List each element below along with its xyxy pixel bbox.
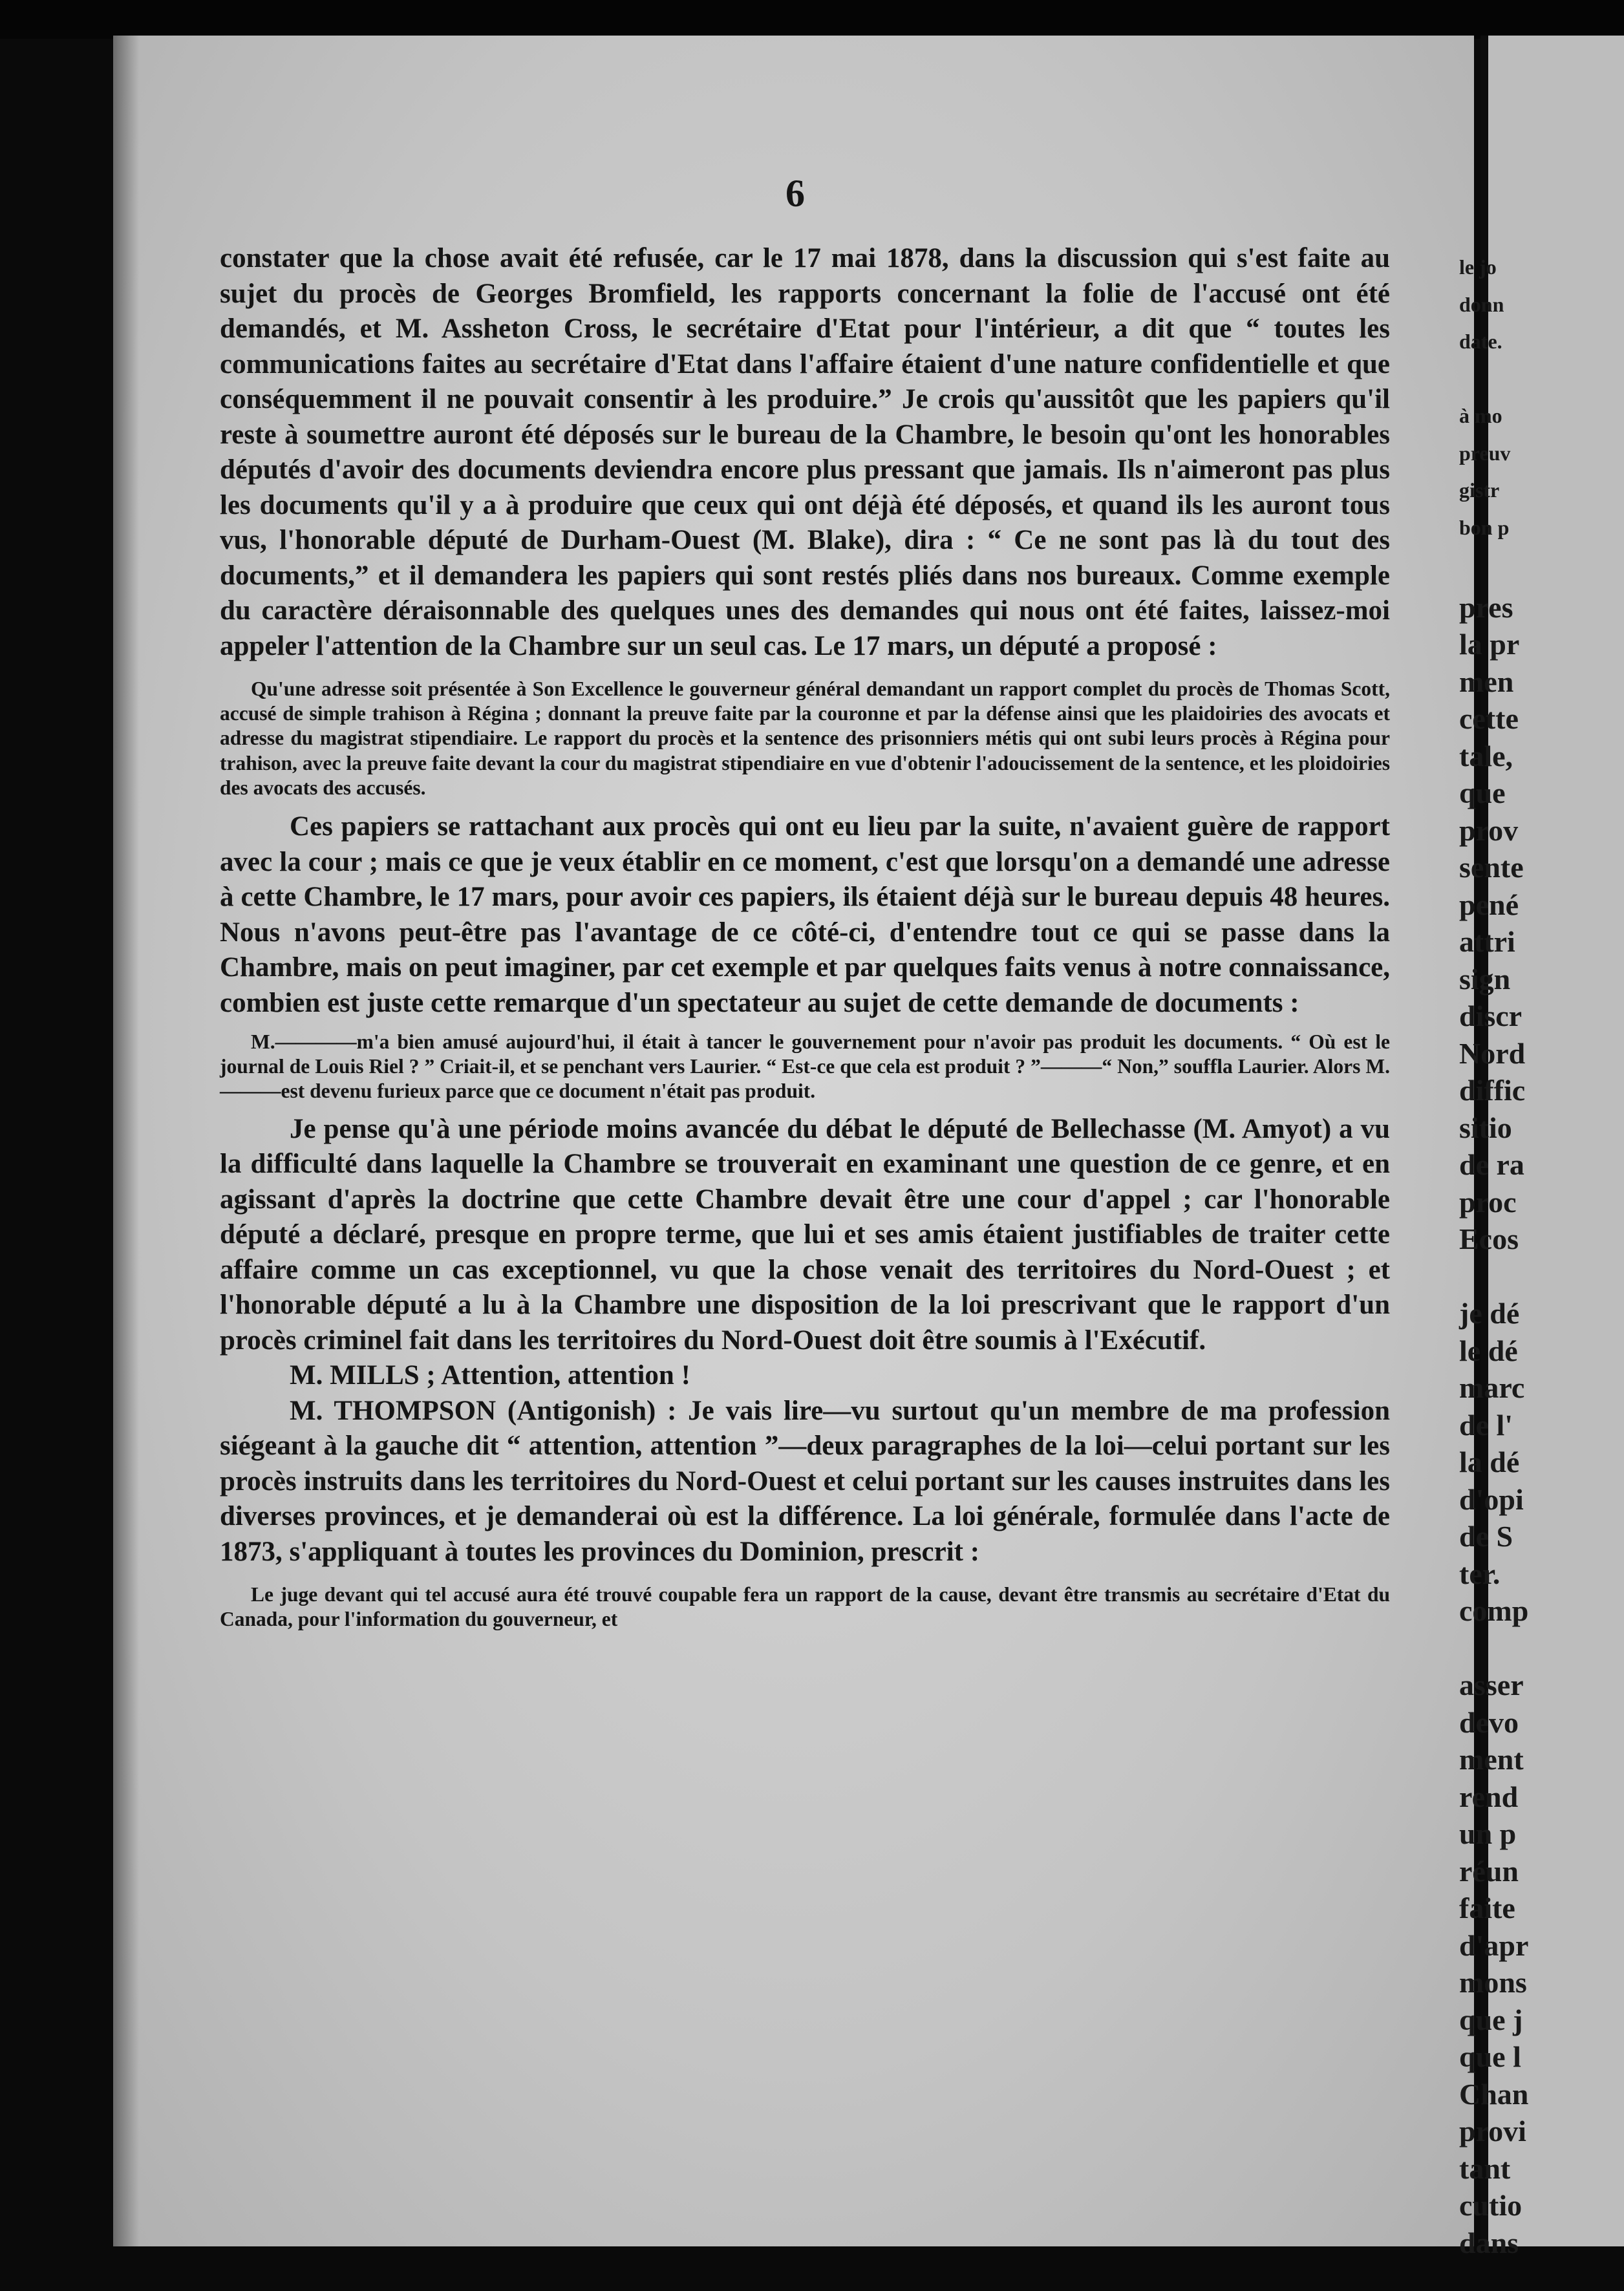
right-page-fragment: que l (1459, 2040, 1521, 2073)
right-page-fragment: proc (1459, 1185, 1517, 1219)
right-page-fragment: dans (1459, 2226, 1519, 2259)
right-page-fragment: marc (1459, 1371, 1525, 1404)
quoted-law: Le juge devant qui tel accusé aura été trouvé coupable fera un rapport de la cause, devant être transmis au secrétaire d'Etat du Canada, pour l'information du gouverneur, et (220, 1583, 1390, 1631)
right-page-fragment: sitio (1459, 1111, 1512, 1144)
right-page-fragment: gistr (1459, 478, 1500, 502)
right-page-fragment: de ra (1459, 1148, 1524, 1181)
right-page-fragment: ter. (1459, 1557, 1501, 1590)
right-page-fragment: la pr (1459, 628, 1520, 661)
right-page-fragment: cette (1459, 702, 1519, 735)
right-page-fragment: que (1459, 776, 1506, 809)
paragraph-2: Ces papiers se rattachant aux procès qui ont eu lieu par la suite, n'avaient guère de rapport avec la cour ; mais ce que je veux établir en ce moment, c'est que lorsqu'on a demandé une adresse à cette Chambre, le 17 mars, pour avoir ces papiers, ils étaient déjà sur le bureau depuis 48 heures. Nous n'avons peut-être pas l'avantage de ce côté-ci, d'entendre tout ce qui se passe dans la Chambre, mais on peut imaginer, par cet exemple et par quelques faits venus à notre connaissance, combien est juste cette remarque d'un spectateur au sujet de cette demande de documents : (220, 811, 1390, 1018)
right-page-fragment: provi (1459, 2115, 1526, 2147)
speech-thompson: M. THOMPSON (Antigonish) : Je vais lire—vu surtout qu'un membre de ma profession siégeant à la gauche dit “ attention, attention ”—deux paragraphes de la loi—celui portant sur les procès instruits dans les territoires du Nord-Ouest et celui portant sur les causes instruites dans les diverses provinces, et je demanderai où est la différence. La loi générale, formulée dans l'acte de 1873, s'appliquant à toutes les provinces du Dominion, prescrit : (220, 1395, 1390, 1567)
right-page-fragment: preuv (1459, 441, 1511, 465)
right-page-fragment: ment (1459, 1743, 1524, 1776)
paragraph-1: constater que la chose avait été refusée, car le 17 mai 1878, dans la discussion qui s'est faite au sujet du procès de Georges Bromfield, les rapports concernant la folie de l'accusé ont été demandés, et M. Assheton Cross, le secrétaire d'Etat pour l'intérieur, a dit que “ toutes les communications faites au secrétaire d'Etat dans l'affaire étaient d'une nature confidentielle et que conséquemment il ne pouvait consentir à les produire.” Je crois qu'aussitôt que les papiers qu'il reste à soumettre auront été déposés sur le bureau de la Chambre, le besoin qu'ont les honorables députés d'avoir des documents deviendra encore plus pressant que jamais. Ils n'aimeront pas plus les documents qu'il y a à produire que ceux qui ont déjà été déposés, et quand ils les auront tous vus, l'honorable député de Durham-Ouest (M. Blake), dira : “ Ce ne sont pas là du tout des documents,” et il demandera les papiers qui sont restés pliés dans nos bureaux. Comme exemple du caractère déraisonnable des quelques unes des demandes qui nous ont été faites, laissez-moi appeler l'attention de la Chambre sur un seul cas. Le 17 mars, un député a proposé : (220, 243, 1390, 661)
right-page-fragment: d'apr (1459, 1928, 1529, 1962)
right-page-fragment: Chan (1459, 2077, 1529, 2111)
right-page-fragment: date. (1459, 330, 1502, 353)
right-page-fragment: asser (1459, 1668, 1524, 1701)
right-page-fragment: de S (1459, 1520, 1513, 1553)
right-page-fragment: prov (1459, 813, 1519, 847)
interjection-mills: M. MILLS ; Attention, attention ! (290, 1360, 690, 1391)
right-page-fragment: sign (1459, 962, 1511, 996)
right-page-fragment: discr (1459, 999, 1522, 1032)
right-page-fragment: de l' (1459, 1408, 1513, 1442)
right-page-fragment: le jo (1459, 255, 1497, 279)
right-page-fragment: pres (1459, 590, 1513, 624)
right-page-fragment: pené (1459, 888, 1519, 921)
page-number: 6 (785, 172, 805, 215)
right-page-fragment: que j (1459, 2003, 1523, 2036)
body-text (220, 241, 1390, 1641)
left-page (113, 36, 1474, 2246)
paragraph-3: Je pense qu'à une période moins avancée du débat le député de Bellechasse (M. Amyot) a vu la difficulté dans laquelle la Chambre se trouverait en examinant une question de ce genre, et en agissant d'après la doctrine que cette Chambre devait être une cour d'appel ; car l'honorable député a déclaré, presque en propre terme, que lui et ses amis étaient justifiables de traiter cette affaire comme un cas exceptionnel, vu que la chose venait des territoires du Nord-Ouest ; et l'honorable député a lu à la Chambre une disposition de la loi prescrivant que le rapport d'un procès criminel fait dans les territoires du Nord-Ouest doit être soumis à l'Exécutif. (220, 1113, 1390, 1356)
right-page-fragment: rend (1459, 1780, 1519, 1813)
right-page-fragment: un p (1459, 1817, 1517, 1850)
right-page-fragment: tale, (1459, 739, 1513, 773)
right-page-fragment: Nord (1459, 1036, 1526, 1070)
quoted-remark: M.————m'a bien amusé aujourd'hui, il était à tancer le gouvernement pour n'avoir pas produit les documents. “ Où est le journal de Louis Riel ? ” Criait-il, et se penchant vers Laurier. “ Est-ce que cela est produit ? ”———“ Non,” souffla Laurier. Alors M.———est devenu furieux parce que ce document n'était pas produit. (220, 1030, 1390, 1103)
right-page-fragment: comp (1459, 1594, 1529, 1627)
right-page-edge (1459, 36, 1624, 2259)
right-page-fragment: tant (1459, 2151, 1511, 2185)
right-page-fragment: la dé (1459, 1445, 1520, 1478)
right-page-fragment: Ecos (1459, 1222, 1519, 1255)
right-page-fragment: cutio (1459, 2189, 1522, 2222)
right-page-fragment: men (1459, 665, 1514, 698)
scan-border-top (0, 0, 1624, 39)
right-page-fragment: faite (1459, 1891, 1515, 1924)
right-page-fragment: à mo (1459, 404, 1502, 427)
right-page-fragment: attri (1459, 925, 1515, 958)
page-shadow (113, 36, 139, 2246)
right-page-fragment: réun (1459, 1854, 1519, 1888)
right-page-fragment: devo (1459, 1705, 1519, 1739)
right-page-fragment: donn (1459, 292, 1504, 316)
quoted-motion: Qu'une adresse soit présentée à Son Excellence le gouverneur général demandant un rapport complet du procès de Thomas Scott, accusé de simple trahison à Régina ; donnant la preuve faite par la couronne et par la défense ainsi que les plaidoiries des avocats et adresse du magistrat stipendiaire. Le rapport du procès et la sentence des prisonniers métis qui ont subi leurs procès à Régina pour trahison, avec la preuve faite devant la cour du magistrat stipendiaire en vue d'obtenir l'adoucissement de la sentence, et les ploidoiries des avocats des accusés. (220, 677, 1390, 799)
right-page-fragment: le dé (1459, 1334, 1518, 1367)
right-page-fragment: je dé (1459, 1297, 1520, 1330)
right-page-fragment: d'opi (1459, 1482, 1524, 1516)
right-page-fragment: diffic (1459, 1074, 1526, 1107)
right-page-fragment: sente (1459, 851, 1524, 884)
right-page-fragment: mons (1459, 1966, 1527, 1999)
right-page-fragment: bon p (1459, 515, 1510, 539)
